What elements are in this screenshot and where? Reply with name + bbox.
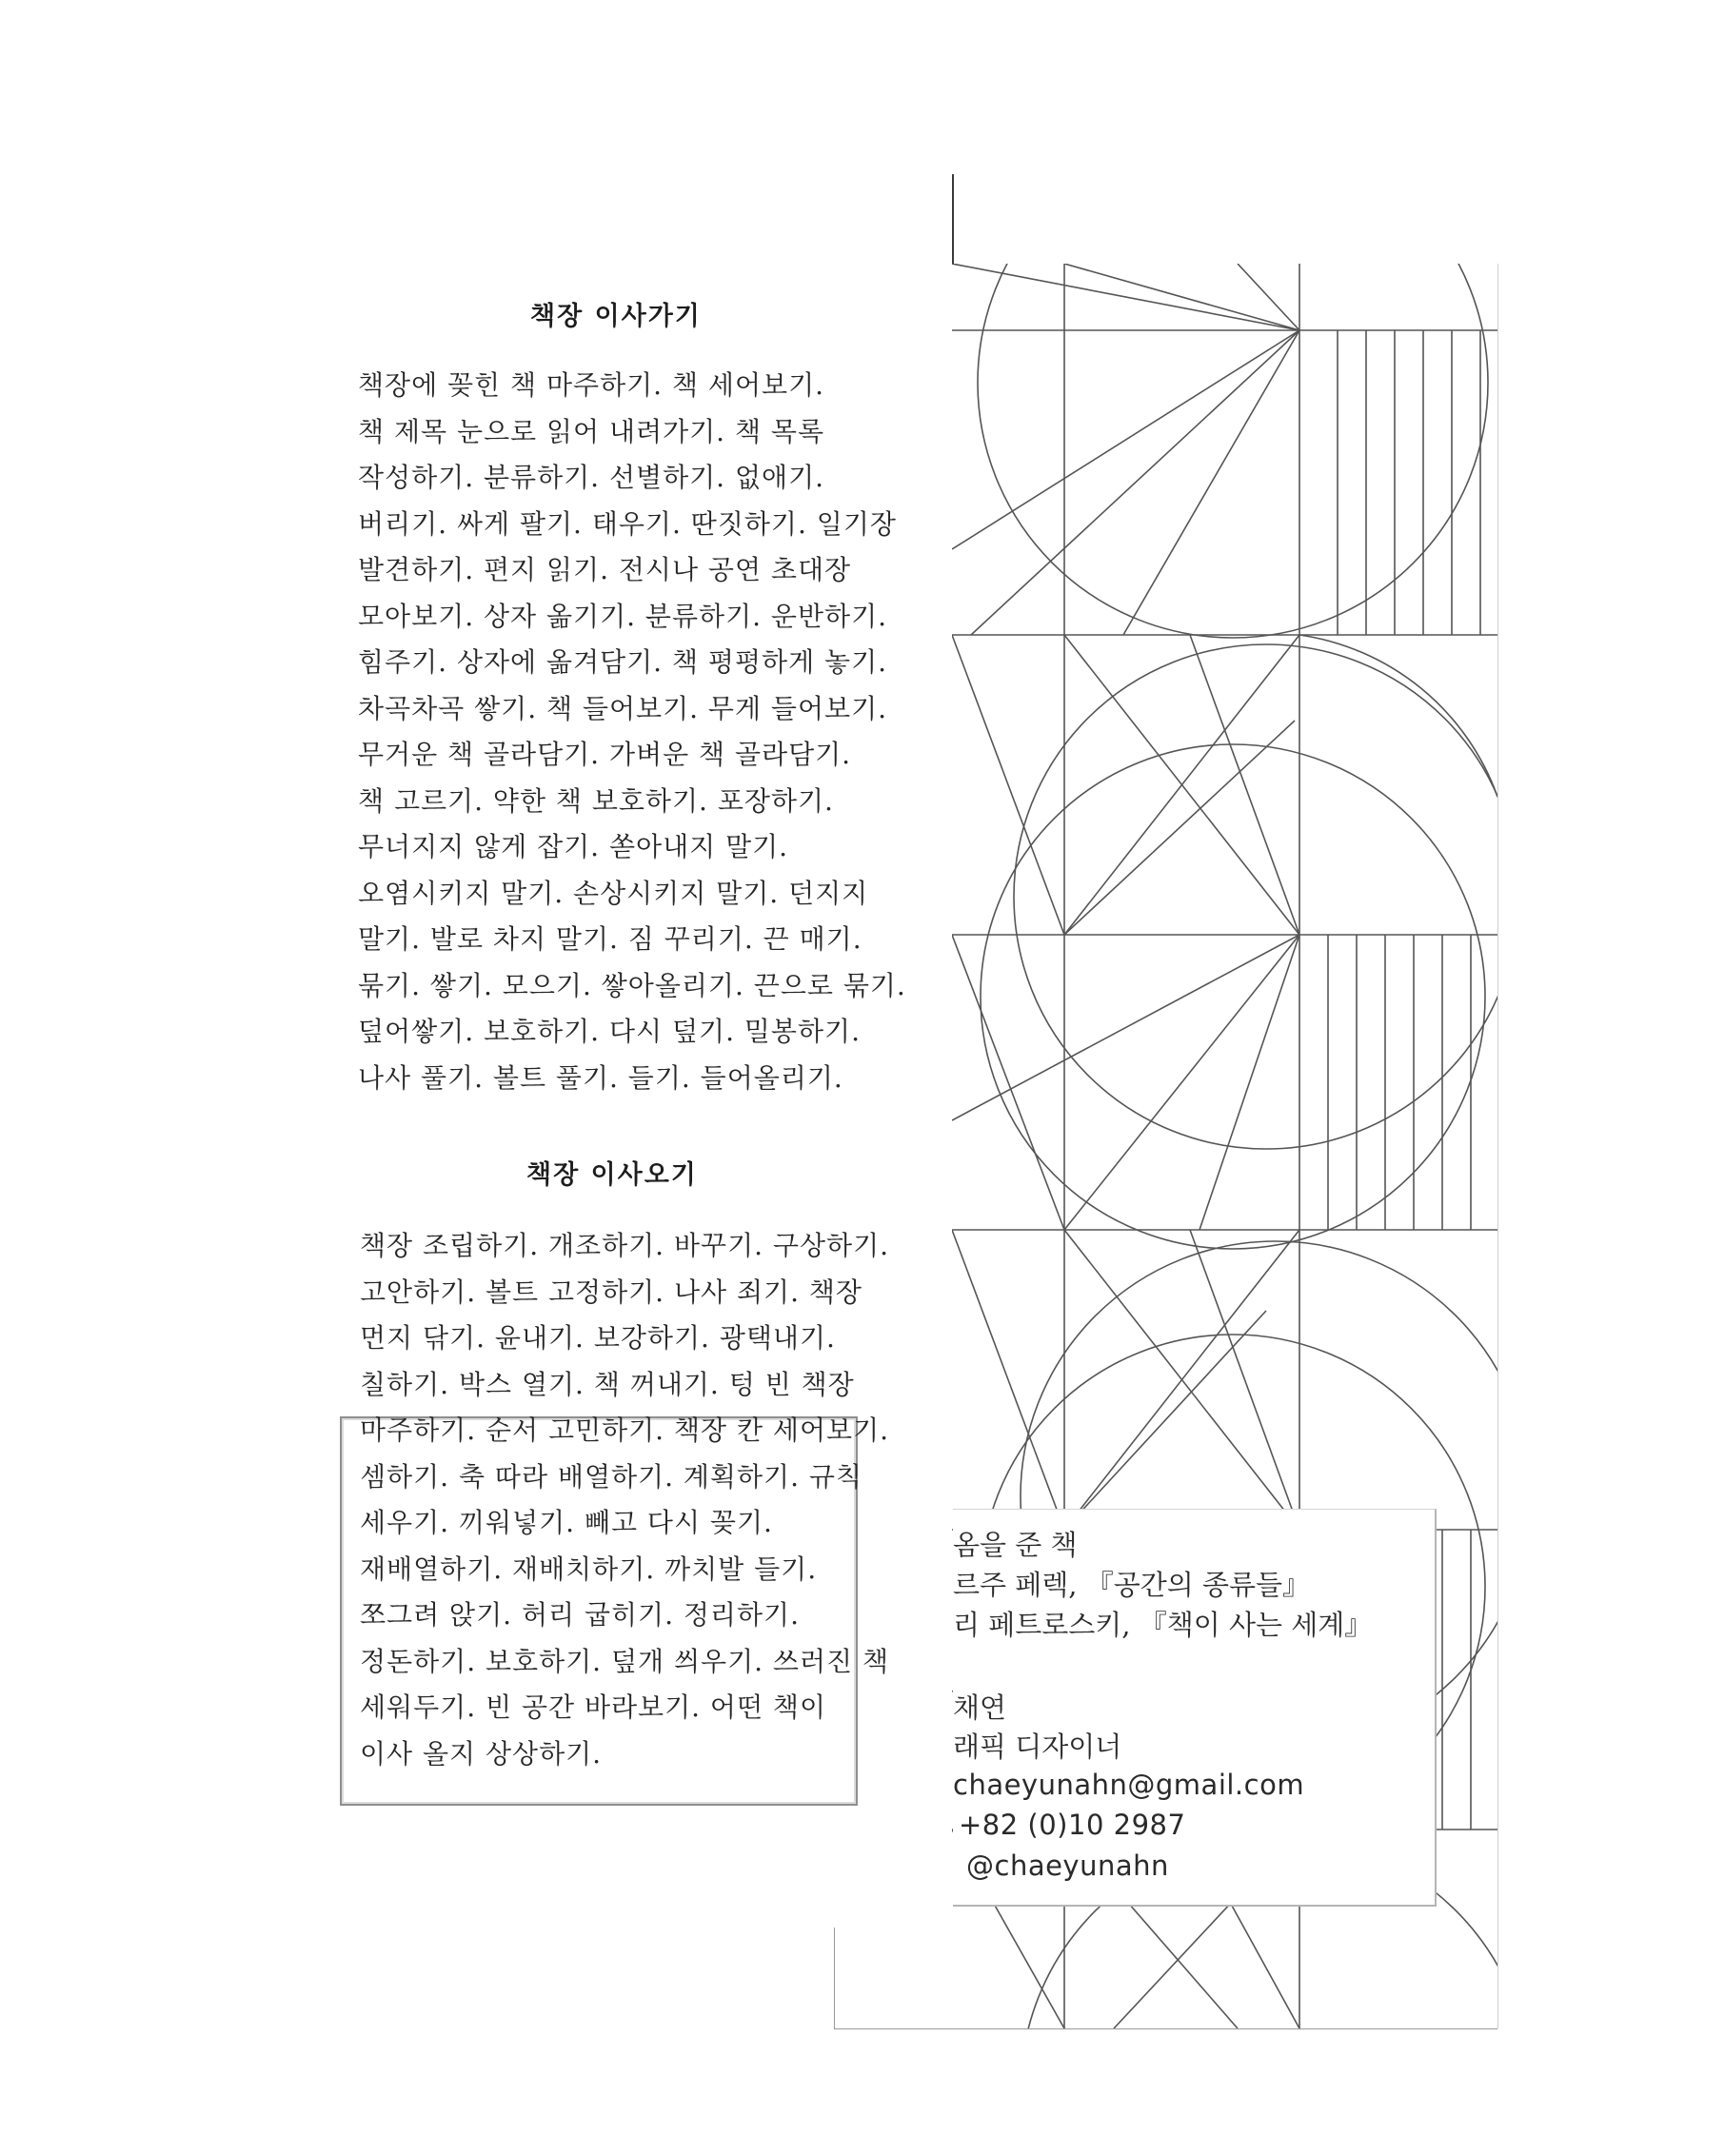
text-line: 고안하기. 볼트 고정하기. 나사 죄기. 책장 xyxy=(360,1276,862,1308)
text-line: 칠하기. 박스 열기. 책 꺼내기. 텅 빈 책장 xyxy=(360,1368,855,1400)
credits-book-2: 리 페트로스키, 『책이 사는 세계』 xyxy=(953,1609,1373,1641)
credits-heading: 옴을 준 책 xyxy=(953,1529,1078,1561)
credits-phone: +82 (0)10 2987 xyxy=(959,1809,1186,1841)
text-line: 세워두기. 빈 공간 바라보기. 어떤 책이 xyxy=(360,1691,827,1723)
text-line: 쪼그려 앉기. 허리 굽히기. 정리하기. xyxy=(360,1599,800,1631)
text-line: 책장 조립하기. 개조하기. 바꾸기. 구상하기. xyxy=(360,1230,890,1261)
credits-name: 채연 xyxy=(953,1691,1007,1724)
credits-book-1: 르주 페렉, 『공간의 종류들』 xyxy=(953,1569,1311,1601)
credits-email: chaeyunahn@gmail.com xyxy=(953,1769,1305,1801)
text-line: 오염시키지 말기. 손상시키지 말기. 던지지 xyxy=(358,877,869,909)
text-line: 재배열하기. 재배치하기. 까치발 들기. xyxy=(360,1553,818,1585)
text-line: 무거운 책 골라담기. 가벼운 책 골라담기. xyxy=(358,739,852,770)
section-title-move-out: 책장 이사가기 xyxy=(530,302,702,331)
text-line: 책장에 꽂힌 책 마주하기. 책 세어보기. xyxy=(358,369,825,401)
move-in-paragraph xyxy=(360,1223,889,1777)
text-line: 책 고르기. 약한 책 보호하기. 포장하기. xyxy=(358,784,834,817)
text-line: 책 제목 눈으로 읽어 내려가기. 책 목록 xyxy=(358,415,825,447)
text-line: 먼지 닦기. 윤내기. 보강하기. 광택내기. xyxy=(360,1322,836,1354)
text-line: 힘주기. 상자에 옮겨담기. 책 평평하게 놓기. xyxy=(358,646,888,678)
pattern-edge xyxy=(834,2028,1497,2029)
text-line: 나사 풀기. 볼트 풀기. 들기. 들어올리기. xyxy=(358,1061,843,1094)
text-line: 차곡차곡 쌓기. 책 들어보기. 무게 들어보기. xyxy=(358,692,888,724)
text-line: 발견하기. 편지 읽기. 전시나 공연 초대장 xyxy=(358,554,852,585)
text-line: 묶기. 쌓기. 모으기. 쌓아올리기. 끈으로 묶기. xyxy=(358,969,906,1001)
move-out-paragraph xyxy=(358,363,906,1101)
text-line: 마주하기. 순서 고민하기. 책장 칸 세어보기. xyxy=(360,1414,890,1446)
text-line: 세우기. 끼워넣기. 빼고 다시 꽂기. xyxy=(360,1507,773,1538)
section-title-move-in: 책장 이사오기 xyxy=(526,1160,698,1190)
text-line: 버리기. 싸게 팔기. 태우기. 딴짓하기. 일기장 xyxy=(358,507,897,540)
text-line: 무너지지 않게 잡기. 쏟아내지 말기. xyxy=(358,831,789,862)
text-line: 덮어쌓기. 보호하기. 다시 덮기. 밀봉하기. xyxy=(358,1016,861,1047)
text-line: 말기. 발로 차지 말기. 짐 꾸리기. 끈 매기. xyxy=(358,923,862,955)
text-line: 이사 올지 상상하기. xyxy=(360,1737,603,1770)
text-line: 모아보기. 상자 옮기기. 분류하기. 운반하기. xyxy=(358,600,888,632)
text-line: 셈하기. 축 따라 배열하기. 계획하기. 규칙 xyxy=(360,1460,862,1493)
pattern-edge xyxy=(834,1928,835,2028)
credits-card xyxy=(953,1509,1437,1907)
credits-handle: @chaeyunahn xyxy=(966,1849,1169,1882)
text-line: 정돈하기. 보호하기. 덮개 씌우기. 쓰러진 책 xyxy=(360,1645,890,1677)
credits-role: 래픽 디자이너 xyxy=(953,1731,1122,1763)
text-line: 작성하기. 분류하기. 선별하기. 없애기. xyxy=(358,462,825,493)
